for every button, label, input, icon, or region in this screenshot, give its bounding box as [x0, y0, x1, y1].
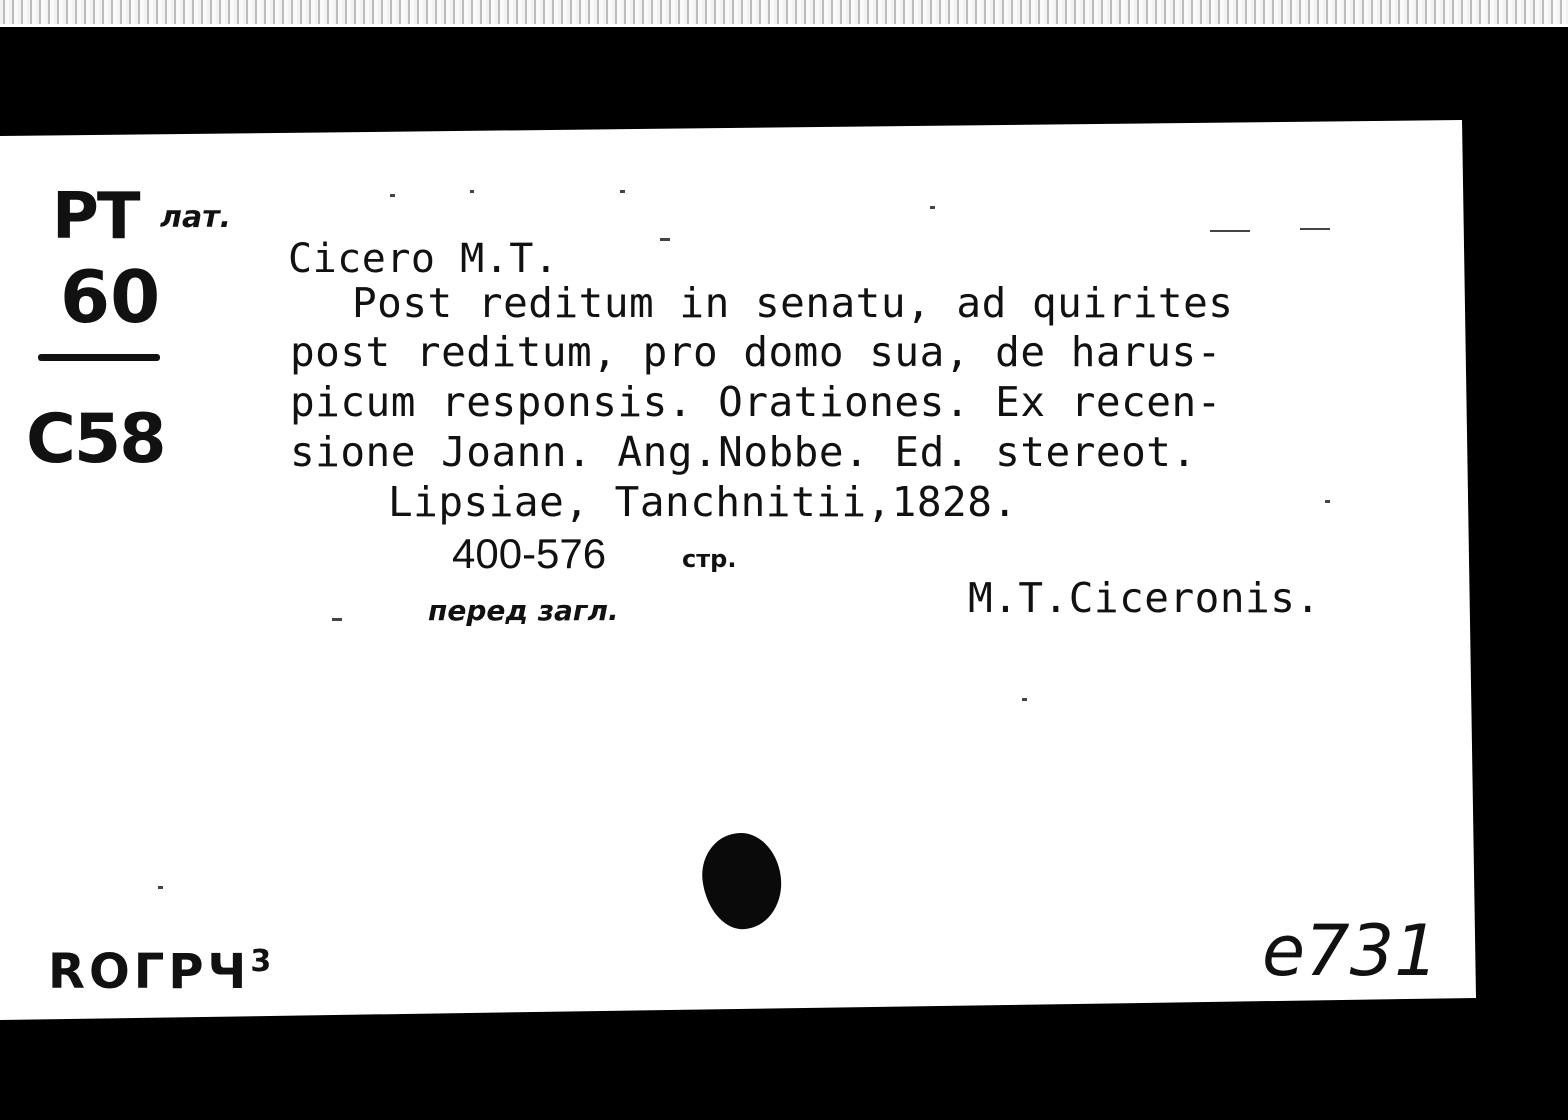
card-title-line-4: sione Joann. Ang.Nobbe. Ed. stereot. [290, 428, 1197, 476]
card-imprint: Lipsiae, Tanchnitii,1828. [388, 478, 1018, 526]
card-handwritten-note: перед загл. [428, 594, 619, 627]
call-number-underline [38, 354, 160, 361]
card-speck [1022, 698, 1027, 701]
card-speck [930, 206, 935, 209]
bottom-code-sub: 3 [250, 944, 276, 979]
card-speck [1210, 230, 1250, 232]
film-edge-line [0, 24, 1568, 27]
card-speck [1300, 228, 1330, 230]
card-speck [390, 194, 395, 197]
card-speck [332, 618, 342, 621]
call-number-shelf: 60 [60, 255, 161, 339]
call-number-language: лат. [160, 200, 232, 235]
card-pages: 400-576 [452, 530, 607, 577]
card-title-line-3: picum responsis. Orationes. Ex recen- [290, 378, 1222, 426]
film-edge-strip [0, 0, 1568, 24]
card-speck [660, 238, 670, 241]
card-speck [620, 190, 625, 193]
card-added-entry: M.T.Ciceronis. [968, 574, 1321, 622]
card-title-line-1: Post reditum in senatu, ad quirites [352, 279, 1234, 327]
card-author: Cicero M.T. [288, 236, 559, 282]
bottom-code-letters: ROГРЧ [48, 944, 251, 1000]
card-pages-unit: стр. [682, 545, 737, 573]
card-speck [1325, 500, 1330, 503]
bottom-code [48, 944, 275, 1000]
call-number-cutter: C58 [26, 400, 165, 479]
call-number-section: PT [52, 180, 139, 254]
inventory-number: e731 [1262, 910, 1439, 992]
card-title-line-2: post reditum, pro domo sua, de harus- [290, 328, 1222, 376]
card-speck [158, 886, 163, 889]
card-speck [470, 190, 474, 193]
